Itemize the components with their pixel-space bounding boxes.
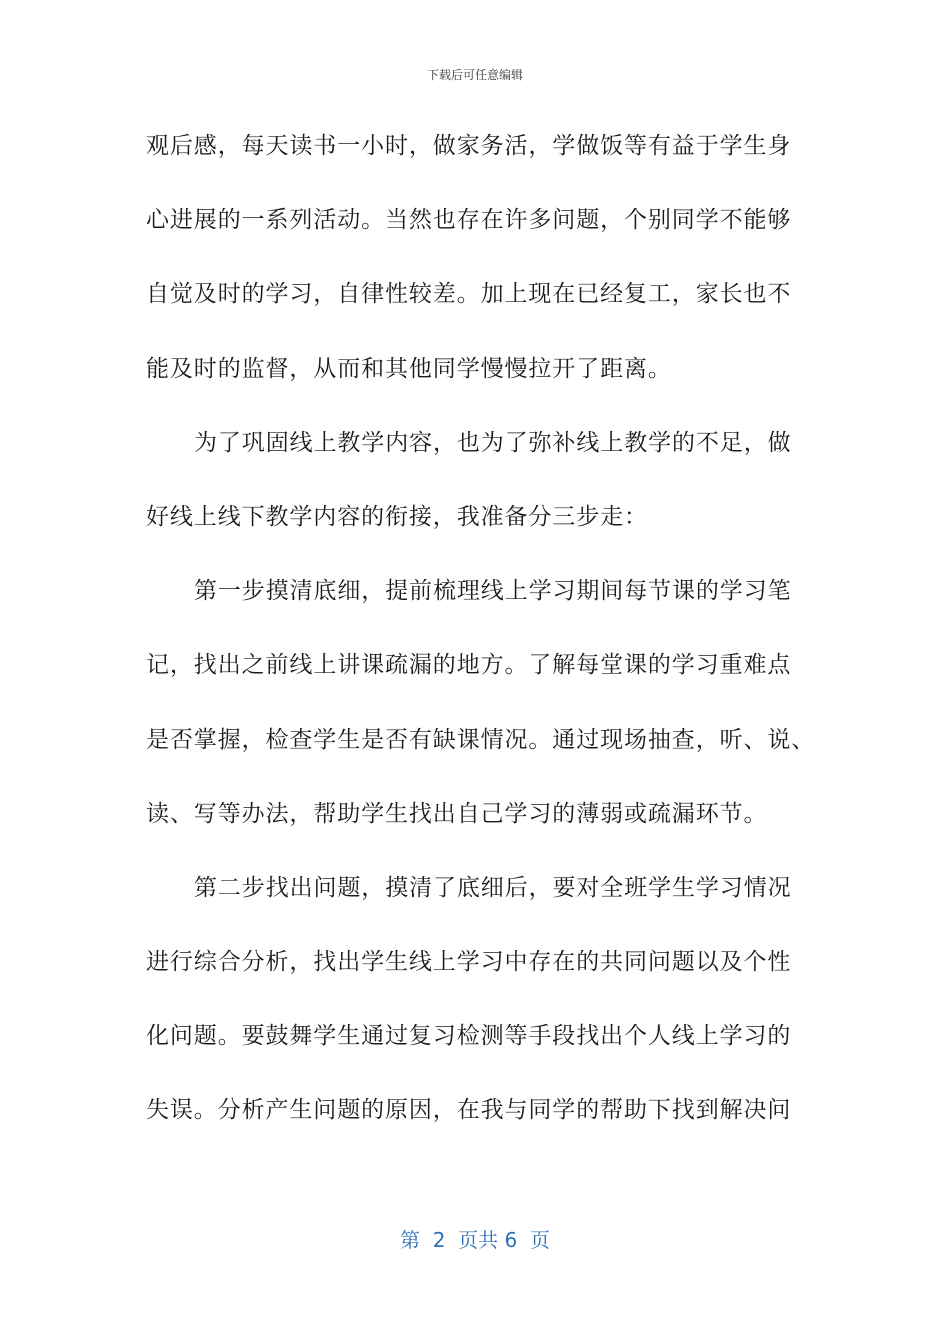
text-line: 观后感，每天读书一小时，做家务活，学做饭等有益于学生身	[146, 133, 792, 159]
document-body	[146, 122, 816, 1161]
text-line: 失误。分析产生问题的原因，在我与同学的帮助下找到解决问	[146, 1097, 792, 1124]
text-line: 自觉及时的学习，自律性较差。加上现在已经复工，家长也不	[146, 281, 792, 308]
text-line: 化问题。要鼓舞学生通过复习检测等手段找出个人线上学习的	[146, 1023, 792, 1050]
text-line: 进行综合分析，找出学生线上学习中存在的共同问题以及个性	[146, 949, 792, 976]
text-line: 读、写等办法，帮助学生找出自己学习的薄弱或疏漏环节。	[146, 800, 768, 827]
text-line: 心进展的一系列活动。当然也存在许多问题，个别同学不能够	[146, 207, 792, 234]
text-line: 好线上线下教学内容的衔接，我准备分三步走：	[146, 503, 648, 530]
page-number-footer: 第 2 页共 6 页	[400, 1228, 550, 1252]
paragraph-first-line: 为了巩固线上教学内容，也为了弥补线上教学的不足，做	[194, 429, 792, 456]
text-line: 能及时的监督，从而和其他同学慢慢拉开了距离。	[146, 355, 672, 382]
page-header: 下载后可任意编辑	[426, 68, 523, 82]
text-line: 是否掌握，检查学生是否有缺课情况。通过现场抽查，听、说、	[146, 726, 816, 753]
text-line: 记，找出之前线上讲课疏漏的地方。了解每堂课的学习重难点	[146, 652, 792, 679]
paragraph-first-line: 第二步找出问题，摸清了底细后，要对全班学生学习情况	[194, 874, 792, 901]
paragraph-first-line: 第一步摸清底细，提前梳理线上学习期间每节课的学习笔	[194, 578, 792, 605]
